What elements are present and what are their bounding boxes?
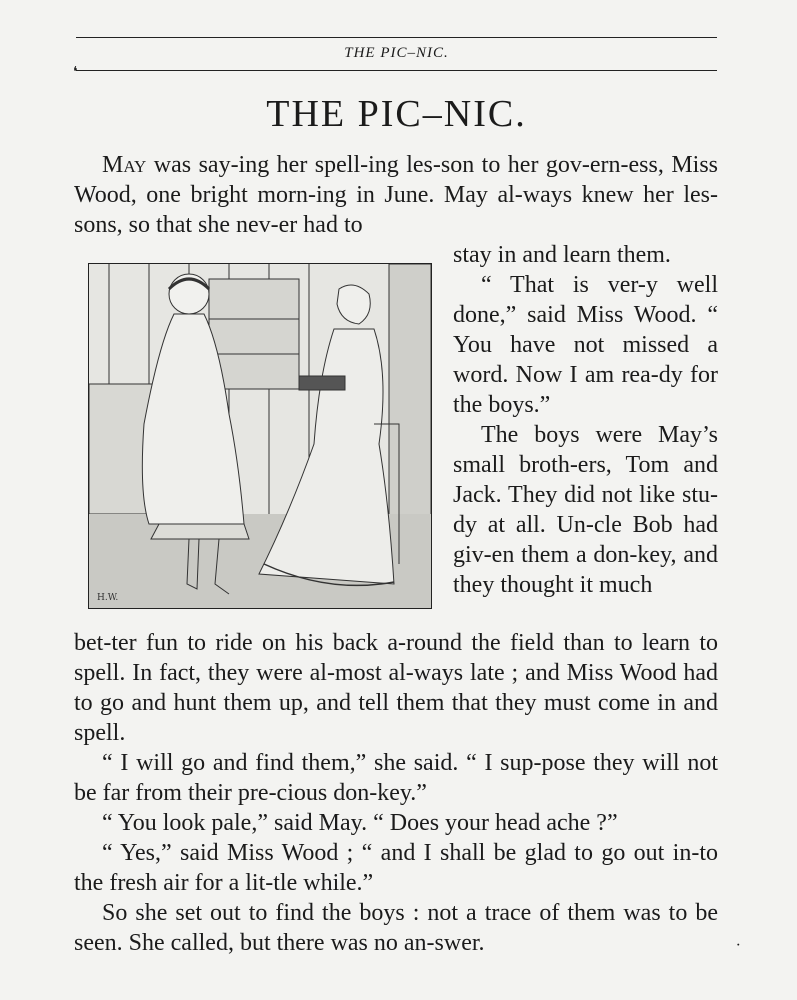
paragraph-5: “ You look pale,” said May. “ Does your head ache ?” xyxy=(102,810,618,836)
paragraph-3: The boys were May’s small broth-ers, Tom and Jack. They did not like stu-dy at all. Un-cle Bob had giv-en them a don-key, and they thought it much xyxy=(453,422,718,598)
paragraph-1-continued: stay in and learn them. xyxy=(453,242,671,268)
rule-ornament-icon: ❛ xyxy=(73,65,78,80)
paragraph-1 xyxy=(74,150,718,240)
margin-dot-icon: · xyxy=(735,937,741,954)
running-head: THE PIC–NIC. xyxy=(344,45,449,61)
illustration xyxy=(88,263,432,609)
chapter-title: THE PIC–NIC. xyxy=(266,93,527,135)
drop-word: May xyxy=(102,152,147,178)
paragraph-3-continued: bet-ter fun to ride on his back a-round the field than to learn to spell. In fact, they were al-most al-ways late ; and Miss Wood had to go and hunt them up, and tell them that they must come in and spell. xyxy=(74,630,718,746)
paragraph-block-bottom xyxy=(74,628,718,958)
paragraph-2: “ That is ver-y well done,” said Miss Wood. “ You have not missed a word. Now I am rea-dy for the boys.” xyxy=(453,272,718,418)
paragraph-block-side xyxy=(453,240,718,600)
paragraph-block-top xyxy=(74,150,718,240)
header-rule-top xyxy=(76,37,717,38)
illustration-signature: H.W. xyxy=(97,593,119,603)
paragraph-4: “ I will go and find them,” she said. “ I sup-pose they will not be far from their pre-cious don-key.” xyxy=(74,750,718,806)
paragraph-6: “ Yes,” said Miss Wood ; “ and I shall be glad to go out in-to the fresh air for a lit-tle while.” xyxy=(74,840,718,896)
paragraph-7: So she set out to find the boys : not a trace of them was to be seen. She called, but there was no an-swer. xyxy=(74,900,718,956)
paragraph-1-text: was say-ing her spell-ing les-son to her gov-ern-ess, Miss Wood, one bright morn-ing in June. May al-ways knew her les-sons, so that she nev-er had to xyxy=(74,152,718,238)
header-rule-bottom xyxy=(76,70,717,71)
